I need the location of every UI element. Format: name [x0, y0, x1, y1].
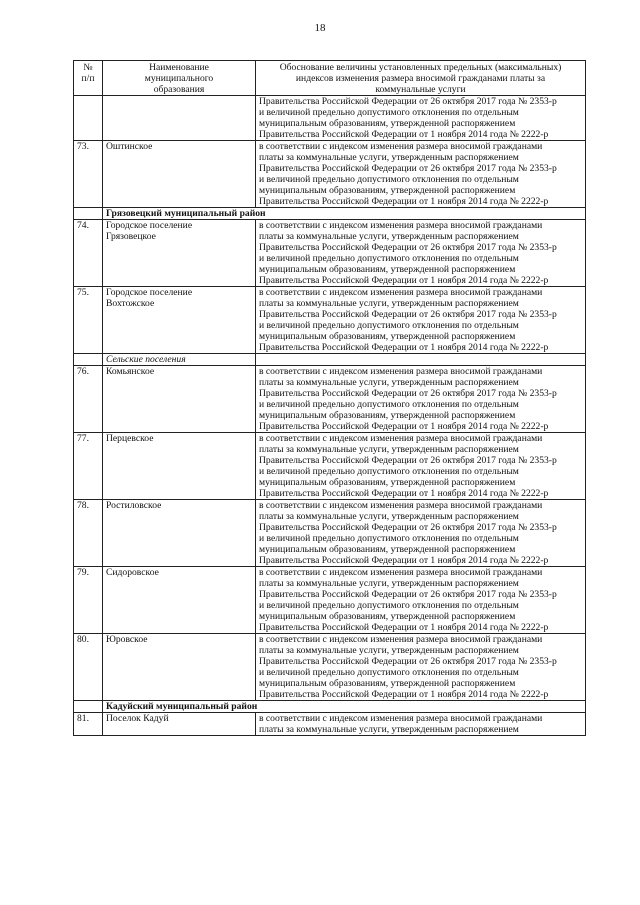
- row-number: 77.: [74, 433, 103, 500]
- row-name: Перцевское: [103, 433, 256, 500]
- page-number: 18: [314, 22, 326, 34]
- row-basis: в соответствии с индексом изменения размера вносимой гражданами платы за коммунальные услуги, утвержденным распоряжением Правительства Российской Федерации от 26 октября 2017 года № 2353-р и величиной предельно допустимого отклонения по отдельным муниципальным образованиям, утвержденной распоряжением Правительства Российской Федерации от 1 ноября 2014 года № 2222-р: [256, 567, 586, 634]
- table-row: [74, 713, 586, 736]
- row-number: 79.: [74, 567, 103, 634]
- row-basis: в соответствии с индексом изменения размера вносимой гражданами платы за коммунальные услуги, утвержденным распоряжением Правительства Российской Федерации от 26 октября 2017 года № 2353-р и величиной предельно допустимого отклонения по отдельным муниципальным образованиям, утвержденной распоряжением Правительства Российской Федерации от 1 ноября 2014 года № 2222-р: [256, 500, 586, 567]
- header-num: № п/п: [74, 61, 103, 96]
- row-basis: в соответствии с индексом изменения размера вносимой гражданами платы за коммунальные услуги, утвержденным распоряжением: [256, 713, 586, 736]
- subsection-title: Сельские поселения: [103, 354, 256, 366]
- district-title: Грязовецкий муниципальный район: [103, 208, 586, 220]
- row-basis: [256, 354, 586, 366]
- section-row: [74, 701, 586, 713]
- row-name: [103, 96, 256, 141]
- row-basis: в соответствии с индексом изменения размера вносимой гражданами платы за коммунальные услуги, утвержденным распоряжением Правительства Российской Федерации от 26 октября 2017 года № 2353-р и величиной предельно допустимого отклонения по отдельным муниципальным образованиям, утвержденной распоряжением Правительства Российской Федерации от 1 ноября 2014 года № 2222-р: [256, 220, 586, 287]
- row-name: Комьянское: [103, 366, 256, 433]
- row-number: 80.: [74, 634, 103, 701]
- row-name: Оштинское: [103, 141, 256, 208]
- row-basis: в соответствии с индексом изменения размера вносимой гражданами платы за коммунальные услуги, утвержденным распоряжением Правительства Российской Федерации от 26 октября 2017 года № 2353-р и величиной предельно допустимого отклонения по отдельным муниципальным образованиям, утвержденной распоряжением Правительства Российской Федерации от 1 ноября 2014 года № 2222-р: [256, 433, 586, 500]
- continuation-row: [74, 96, 586, 141]
- header-name: Наименование муниципального образования: [103, 61, 256, 96]
- table-row: [74, 433, 586, 500]
- row-number: 75.: [74, 287, 103, 354]
- row-number: 78.: [74, 500, 103, 567]
- row-basis: Правительства Российской Федерации от 26 октября 2017 года № 2353-р и величиной предельно допустимого отклонения по отдельным муниципальным образованиям, утвержденной распоряжением Правительства Российской Федерации от 1 ноября 2014 года № 2222-р: [256, 96, 586, 141]
- row-name: Поселок Кадуй: [103, 713, 256, 736]
- row-name: Городское поселение Грязовецкое: [103, 220, 256, 287]
- table-row: [74, 567, 586, 634]
- subsection-row: [74, 354, 586, 366]
- row-name: Ростиловское: [103, 500, 256, 567]
- row-number: 73.: [74, 141, 103, 208]
- district-title: Кадуйский муниципальный район: [103, 701, 586, 713]
- table-row: [74, 141, 586, 208]
- row-name: Сидоровское: [103, 567, 256, 634]
- row-name: Юровское: [103, 634, 256, 701]
- row-number: [74, 701, 103, 713]
- tariff-index-table: [73, 60, 586, 736]
- row-number: 74.: [74, 220, 103, 287]
- row-basis: в соответствии с индексом изменения размера вносимой гражданами платы за коммунальные услуги, утвержденным распоряжением Правительства Российской Федерации от 26 октября 2017 года № 2353-р и величиной предельно допустимого отклонения по отдельным муниципальным образованиям, утвержденной распоряжением Правительства Российской Федерации от 1 ноября 2014 года № 2222-р: [256, 287, 586, 354]
- header-basis: Обоснование величины установленных предельных (максимальных) индексов изменения размера вносимой гражданами платы за коммунальные услуги: [256, 61, 586, 96]
- table-row: [74, 366, 586, 433]
- row-number: [74, 96, 103, 141]
- row-basis: в соответствии с индексом изменения размера вносимой гражданами платы за коммунальные услуги, утвержденным распоряжением Правительства Российской Федерации от 26 октября 2017 года № 2353-р и величиной предельно допустимого отклонения по отдельным муниципальным образованиям, утвержденной распоряжением Правительства Российской Федерации от 1 ноября 2014 года № 2222-р: [256, 366, 586, 433]
- table-row: [74, 634, 586, 701]
- table-row: [74, 500, 586, 567]
- table-row: [74, 287, 586, 354]
- table-row: [74, 220, 586, 287]
- row-basis: в соответствии с индексом изменения размера вносимой гражданами платы за коммунальные услуги, утвержденным распоряжением Правительства Российской Федерации от 26 октября 2017 года № 2353-р и величиной предельно допустимого отклонения по отдельным муниципальным образованиям, утвержденной распоряжением Правительства Российской Федерации от 1 ноября 2014 года № 2222-р: [256, 141, 586, 208]
- row-number: [74, 208, 103, 220]
- row-name: Городское поселение Вохтожское: [103, 287, 256, 354]
- row-number: [74, 354, 103, 366]
- table-header-row: [74, 61, 586, 96]
- row-number: 81.: [74, 713, 103, 736]
- row-number: 76.: [74, 366, 103, 433]
- row-basis: в соответствии с индексом изменения размера вносимой гражданами платы за коммунальные услуги, утвержденным распоряжением Правительства Российской Федерации от 26 октября 2017 года № 2353-р и величиной предельно допустимого отклонения по отдельным муниципальным образованиям, утвержденной распоряжением Правительства Российской Федерации от 1 ноября 2014 года № 2222-р: [256, 634, 586, 701]
- section-row: [74, 208, 586, 220]
